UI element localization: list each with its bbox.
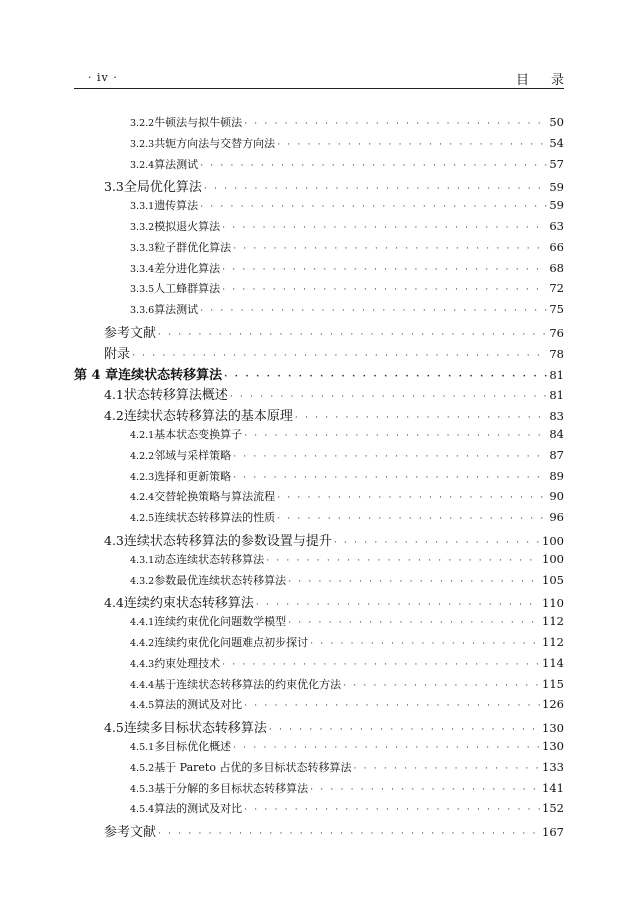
toc-entry-number: 3.2.2: [130, 118, 155, 129]
toc-entry[interactable]: [74, 655, 564, 676]
toc-entry-title: 参数最优连续状态转移算法: [154, 573, 287, 587]
page-number: · iv ·: [88, 71, 118, 84]
toc-entry-number: 4.4: [104, 595, 124, 611]
toc-entry-number: 4.2.3: [130, 471, 155, 483]
toc-entry-page: 105: [542, 572, 564, 587]
toc-entry[interactable]: [74, 696, 564, 717]
toc-entry[interactable]: [74, 156, 564, 177]
toc-entry-number: 3.3.4: [130, 263, 155, 275]
toc-entry-number: 4.2.5: [130, 513, 155, 525]
toc-entry-number: 3.2.3: [130, 138, 155, 150]
toc-entry[interactable]: [74, 176, 564, 197]
toc-entry-page: 130: [542, 738, 564, 753]
toc-entry[interactable]: [74, 530, 564, 551]
table-of-contents: [74, 114, 564, 842]
leader-dots: [277, 493, 547, 503]
toc-entry[interactable]: [74, 738, 564, 759]
toc-entry-number: 3.3.2: [130, 221, 155, 233]
toc-entry-number: 4.5.4: [130, 804, 155, 816]
toc-entry-title: 多目标优化概述: [154, 739, 232, 753]
toc-entry[interactable]: [74, 821, 564, 842]
leader-dots: [230, 392, 547, 402]
leader-dots: [222, 265, 547, 275]
toc-entry[interactable]: [74, 405, 564, 426]
toc-entry[interactable]: [74, 468, 564, 489]
toc-entry-page: 110: [542, 596, 564, 611]
toc-entry-page: 100: [542, 551, 564, 566]
toc-entry-title: 邻域与采样策略: [154, 448, 232, 462]
toc-entry[interactable]: [74, 780, 564, 801]
toc-entry-title: 附录: [104, 346, 131, 362]
leader-dots: [233, 473, 547, 483]
toc-entry-title: 连续状态转移算法的参数设置与提升: [123, 533, 332, 549]
toc-entry-page: 75: [549, 302, 564, 317]
toc-entry-page: 78: [549, 346, 564, 361]
toc-entry[interactable]: [74, 634, 564, 655]
toc-entry-page: 59: [549, 198, 564, 213]
toc-entry-title: 人工蜂群算法: [154, 282, 221, 296]
leader-dots: [222, 660, 540, 670]
toc-entry-title: 粒子群优化算法: [154, 240, 232, 254]
toc-entry-title: 算法的测试及对比: [154, 698, 243, 712]
toc-entry-number: 4.2.4: [130, 492, 155, 504]
toc-entry-title: 算法的测试及对比: [154, 802, 243, 816]
toc-entry-page: 112: [542, 614, 564, 629]
toc-entry-number: 4.5: [104, 720, 124, 736]
leader-dots: [334, 538, 540, 548]
toc-entry-title: 算法测试: [154, 157, 199, 171]
toc-entry-page: 59: [549, 180, 564, 195]
leader-dots: [244, 701, 540, 711]
leader-dots: [277, 514, 547, 524]
toc-entry[interactable]: [74, 135, 564, 156]
toc-entry-title: 模拟退火算法: [154, 219, 221, 233]
toc-entry-page: 114: [542, 655, 564, 670]
toc-entry-title: 连续约束优化问题难点初步探讨: [154, 635, 309, 649]
toc-entry[interactable]: [74, 197, 564, 218]
toc-entry-number: 4.2.1: [130, 429, 155, 441]
toc-entry-title: 连续约束优化问题数学模型: [154, 615, 287, 629]
leader-dots: [244, 431, 547, 441]
leader-dots: [222, 285, 547, 295]
toc-entry[interactable]: [74, 343, 564, 364]
toc-entry[interactable]: [74, 322, 564, 343]
leader-dots: [277, 140, 547, 150]
toc-entry[interactable]: [74, 218, 564, 239]
leader-dots: [200, 202, 547, 212]
toc-entry-number: 4.5.1: [130, 741, 155, 753]
leader-dots: [244, 805, 540, 815]
toc-entry-title: 基本状态变换算子: [154, 427, 243, 441]
toc-entry-page: 133: [542, 759, 564, 774]
toc-entry-page: 54: [549, 135, 564, 150]
leader-dots: [310, 785, 540, 795]
toc-entry[interactable]: [74, 384, 564, 405]
toc-entry-title: 连续多目标状态转移算法: [123, 721, 267, 737]
toc-entry[interactable]: [74, 260, 564, 281]
toc-entry-number: 4.3.1: [130, 554, 155, 566]
leader-dots: [343, 681, 540, 691]
toc-entry-number: 4.5.3: [130, 783, 155, 795]
toc-entry-number: 4.3: [104, 532, 124, 548]
leader-dots: [266, 556, 540, 566]
toc-entry-title: 基于分解的多目标状态转移算法: [154, 781, 309, 795]
toc-entry-page: 126: [542, 697, 564, 712]
toc-entry-title: 连续状态转移算法的性质: [154, 511, 276, 525]
toc-entry-page: 90: [549, 489, 564, 504]
toc-entry-number: 4.4.2: [130, 637, 155, 649]
toc-entry-title: 基于 Pareto 占优的多目标状态转移算法: [154, 760, 352, 774]
toc-entry[interactable]: [74, 509, 564, 530]
toc-entry-page: 68: [549, 260, 564, 275]
toc-entry-page: 50: [549, 115, 564, 129]
toc-entry[interactable]: [74, 613, 564, 634]
toc-entry-title: 连续状态转移算法的基本原理: [123, 409, 293, 425]
toc-entry-number: 第 4 章: [74, 367, 119, 383]
toc-entry[interactable]: [74, 800, 564, 821]
toc-entry[interactable]: [74, 426, 564, 447]
toc-entry-title: 参考文献: [104, 325, 157, 341]
toc-entry-page: 57: [549, 156, 564, 171]
toc-entry-number: 4.4.5: [130, 700, 155, 712]
leader-dots: [158, 330, 547, 340]
leader-dots: [269, 725, 540, 735]
toc-entry-title: 遗传算法: [154, 199, 199, 213]
leader-dots: [222, 223, 547, 233]
toc-entry-number: 4.4.4: [130, 679, 155, 691]
leader-dots: [288, 618, 540, 628]
toc-entry-number: 3.2.4: [130, 159, 155, 171]
toc-entry-page: 66: [549, 239, 564, 254]
running-header: [74, 66, 586, 89]
toc-entry[interactable]: [74, 717, 564, 738]
toc-entry-title: 连续状态转移算法: [118, 367, 223, 383]
toc-entry-title: 全局优化算法: [123, 180, 202, 196]
toc-entry-page: 81: [549, 388, 564, 403]
toc-entry-title: 交替轮换策略与算法流程: [154, 490, 276, 504]
toc-entry-page: 100: [542, 533, 564, 548]
toc-entry-title: 基于连续状态转移算法的约束优化方法: [154, 677, 342, 691]
toc-entry[interactable]: [74, 364, 564, 385]
toc-entry[interactable]: [74, 239, 564, 260]
toc-entry-page: 141: [542, 780, 564, 795]
toc-entry-page: 89: [549, 468, 564, 483]
toc-entry-page: 167: [542, 825, 564, 840]
toc-entry-title: 算法测试: [154, 303, 199, 317]
toc-entry-page: 83: [549, 409, 564, 424]
leader-dots: [233, 743, 540, 753]
toc-entry-number: 4.4.1: [130, 617, 155, 629]
toc-entry-page: 152: [542, 801, 564, 816]
toc-entry[interactable]: [74, 592, 564, 613]
toc-entry-page: 96: [549, 510, 564, 525]
toc-entry-number: 4.4.3: [130, 658, 155, 670]
toc-entry-title: 连续约束状态转移算法: [123, 596, 254, 612]
leader-dots: [310, 639, 540, 649]
header-title: 目录: [515, 73, 586, 88]
toc-entry-title: 参考文献: [104, 825, 157, 841]
toc-entry-page: 130: [542, 721, 564, 736]
leader-dots: [233, 244, 547, 254]
leader-dots: [200, 161, 547, 171]
toc-entry-page: 72: [549, 281, 564, 296]
toc-entry[interactable]: [74, 488, 564, 509]
leader-dots: [132, 351, 547, 361]
toc-entry-title: 状态转移算法概述: [123, 388, 228, 404]
leader-dots: [288, 577, 540, 587]
toc-entry-page: 81: [549, 367, 564, 382]
toc-entry-number: 4.2.2: [130, 450, 155, 462]
toc-entry[interactable]: [74, 676, 564, 697]
toc-entry-number: 4.5.2: [130, 762, 155, 774]
toc-entry-title: 动态连续状态转移算法: [154, 552, 265, 566]
toc-entry-title: 共轭方向法与交替方向法: [154, 136, 276, 150]
leader-dots: [244, 119, 547, 129]
toc-entry-number: 3.3.5: [130, 284, 155, 296]
toc-entry-page: 87: [549, 447, 564, 462]
toc-entry[interactable]: [74, 572, 564, 593]
toc-entry-number: 3.3.6: [130, 305, 155, 317]
toc-entry-number: 4.1: [104, 387, 124, 403]
toc-entry[interactable]: [74, 759, 564, 780]
leader-dots: [224, 372, 547, 382]
toc-entry[interactable]: [74, 114, 564, 135]
toc-entry-page: 76: [549, 325, 564, 340]
toc-entry-title: 约束处理技术: [154, 656, 221, 670]
toc-entry[interactable]: [74, 280, 564, 301]
leader-dots: [158, 829, 540, 839]
toc-entry-page: 115: [542, 676, 564, 691]
toc-entry-page: 112: [542, 634, 564, 649]
toc-entry-page: 63: [549, 218, 564, 233]
toc-entry-number: 4.2: [104, 408, 124, 424]
toc-entry-number: 3.3: [104, 179, 124, 195]
toc-entry-number: 3.3.3: [130, 242, 155, 254]
toc-entry[interactable]: [74, 551, 564, 572]
toc-entry-number: 3.3.1: [130, 201, 155, 213]
toc-entry[interactable]: [74, 447, 564, 468]
leader-dots: [233, 452, 547, 462]
leader-dots: [295, 413, 547, 423]
leader-dots: [353, 764, 540, 774]
toc-entry-page: 84: [549, 426, 564, 441]
leader-dots: [256, 600, 540, 610]
toc-entry-title: 选择和更新策略: [154, 469, 232, 483]
toc-entry-number: 4.3.2: [130, 575, 155, 587]
leader-dots: [200, 306, 547, 316]
toc-entry[interactable]: [74, 301, 564, 322]
leader-dots: [204, 184, 547, 194]
toc-entry-title: 牛顿法与拟牛顿法: [154, 116, 243, 129]
toc-entry-title: 差分进化算法: [154, 261, 221, 275]
